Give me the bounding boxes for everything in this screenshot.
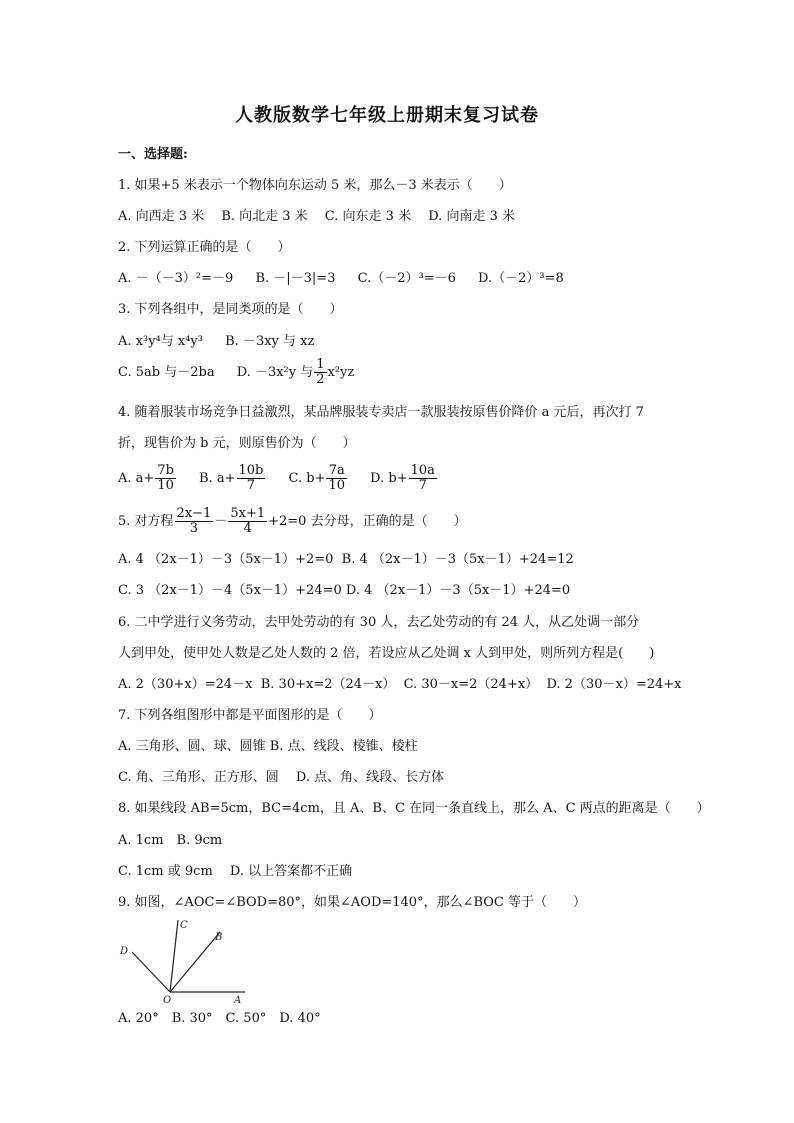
q4-stem-line1: 4. 随着服装市场竞争日益激烈，某品牌服装专卖店一款服装按原售价降价 a 元后，再次打 7 bbox=[118, 405, 644, 420]
q2-option-a: A. －（－3）²=－9 bbox=[118, 271, 234, 286]
q3-options-ab bbox=[118, 333, 314, 351]
q2-stem: 2. 下列运算正确的是（ ） bbox=[118, 240, 291, 255]
q3-option-d: D. －3x²y 与 $\frac{1}{2}$ x²yz bbox=[236, 357, 355, 387]
q4-option-c: C. b+ $\frac{7a}{10}$ bbox=[288, 463, 346, 493]
q5-options-ab bbox=[118, 551, 574, 569]
q3-stem: 3. 下列各组中，是同类项的是（ ） bbox=[118, 302, 343, 317]
q6-option-b: B. 30+x=2（24－x） bbox=[260, 677, 396, 692]
q6-option-d: D. 2（30－x）=24+x bbox=[546, 677, 682, 692]
q4-option-a: A. a+ $\frac{7b}{10}$ bbox=[118, 463, 174, 493]
q2-options bbox=[118, 270, 564, 288]
q3-option-a: A. x³y⁴与 x⁴y³ bbox=[118, 334, 203, 349]
fraction: $\frac{7a}{10}$ bbox=[328, 463, 346, 493]
q3-option-b: B. －3xy 与 xz bbox=[225, 334, 315, 349]
label-b: B bbox=[215, 932, 223, 943]
q7-options-ab: A. 三角形、圆、球、圆锥 B. 点、线段、棱锥、棱柱 bbox=[118, 739, 418, 754]
q9-options: A. 20° B. 30° C. 50° D. 40° bbox=[118, 1011, 321, 1026]
q9-stem: 9. 如图，∠AOC=∠BOD=80°，如果∠AOD=140°，那么∠BOC 等于（ ） bbox=[118, 895, 587, 910]
ray-od bbox=[132, 952, 170, 992]
q6-option-a: A. 2（30+x）=24－x bbox=[118, 677, 253, 692]
fraction: $\frac{5x+1}{4}$ bbox=[230, 506, 266, 536]
q5-stem: 5. 对方程 $\frac{2x-1}{3}$ － $\frac{5x+1}{4}$ +2=0 去分母，正确的是（ ） bbox=[118, 506, 467, 536]
q6-stem-line2: 人到甲处，使甲处人数是乙处人数的 2 倍，若设应从乙处调 x 人到甲处，则所列方程是( ) bbox=[118, 646, 655, 661]
ray-ob bbox=[170, 932, 223, 992]
q5-option-d: D. 4 （2x－1）－3（5x－1）+24=0 bbox=[345, 583, 571, 598]
angle-figure bbox=[110, 912, 260, 1007]
label-c: C bbox=[180, 920, 188, 931]
ray-oc bbox=[170, 920, 178, 992]
fraction: $\frac{10b}{7}$ bbox=[238, 463, 264, 493]
q7-stem: 7. 下列各组图形中都是平面图形的是（ ） bbox=[118, 708, 382, 723]
q1-stem: 1. 如果+5 米表示一个物体向东运动 5 米，那么－3 米表示（ ） bbox=[118, 178, 512, 193]
q5-option-b: B. 4 （2x－1）－3（5x－1）+24=12 bbox=[341, 552, 574, 567]
q4-option-b: B. a+ $\frac{10b}{7}$ bbox=[199, 463, 264, 493]
label-o: O bbox=[163, 995, 172, 1006]
q8-stem: 8. 如果线段 AB=5cm，BC=4cm，且 A、B、C 在同一条直线上，那么 A、C 两点的距离是（ ） bbox=[118, 801, 710, 816]
q6-options bbox=[118, 676, 681, 694]
page-title: 人教版数学七年级上册期末复习试卷 bbox=[235, 105, 539, 126]
q4-stem-line2: 折，现售价为 b 元，则原售价为（ ） bbox=[118, 436, 356, 451]
label-d: D bbox=[120, 946, 129, 957]
q2-option-d: D.（－2）³=8 bbox=[478, 271, 564, 286]
fraction: $\frac{1}{2}$ bbox=[316, 357, 325, 387]
fraction: $\frac{2x-1}{3}$ bbox=[176, 506, 212, 536]
q5-options-cd bbox=[118, 582, 570, 600]
q8-options-cd: C. 1cm 或 9cm D. 以上答案都不正确 bbox=[118, 864, 353, 879]
q8-options-ab: A. 1cm B. 9cm bbox=[118, 833, 223, 848]
q2-option-c: C.（－2）³=－6 bbox=[357, 271, 456, 286]
q6-option-c: C. 30－x=2（24+x） bbox=[403, 677, 539, 692]
section-heading: 一、选择题: bbox=[118, 147, 188, 162]
q3-option-c: C. 5ab 与－2ba bbox=[118, 365, 215, 380]
q5-option-a: A. 4 （2x－1）－3（5x－1）+2=0 bbox=[118, 552, 334, 567]
q2-option-b: B. －|－3|=3 bbox=[255, 271, 336, 286]
q7-options-cd: C. 角、三角形、正方形、圆 D. 点、角、线段、长方体 bbox=[118, 770, 445, 785]
q4-option-d: D. b+ $\frac{10a}{7}$ bbox=[370, 463, 435, 493]
fraction: $\frac{10a}{7}$ bbox=[410, 463, 435, 493]
q3-options-cd bbox=[118, 358, 354, 387]
q5-option-c: C. 3 （2x－1）－4（5x－1）+24=0 bbox=[118, 583, 342, 598]
q4-options bbox=[118, 464, 438, 493]
label-a: A bbox=[234, 995, 242, 1006]
q1-options: A. 向西走 3 米 B. 向北走 3 米 C. 向东走 3 米 D. 向南走 3 米 bbox=[118, 209, 515, 224]
fraction: $\frac{7b}{10}$ bbox=[157, 463, 174, 493]
q6-stem-line1: 6. 二中学进行义务劳动，去甲处劳动的有 30 人，去乙处劳动的有 24 人，从乙处调一部分 bbox=[118, 615, 640, 630]
